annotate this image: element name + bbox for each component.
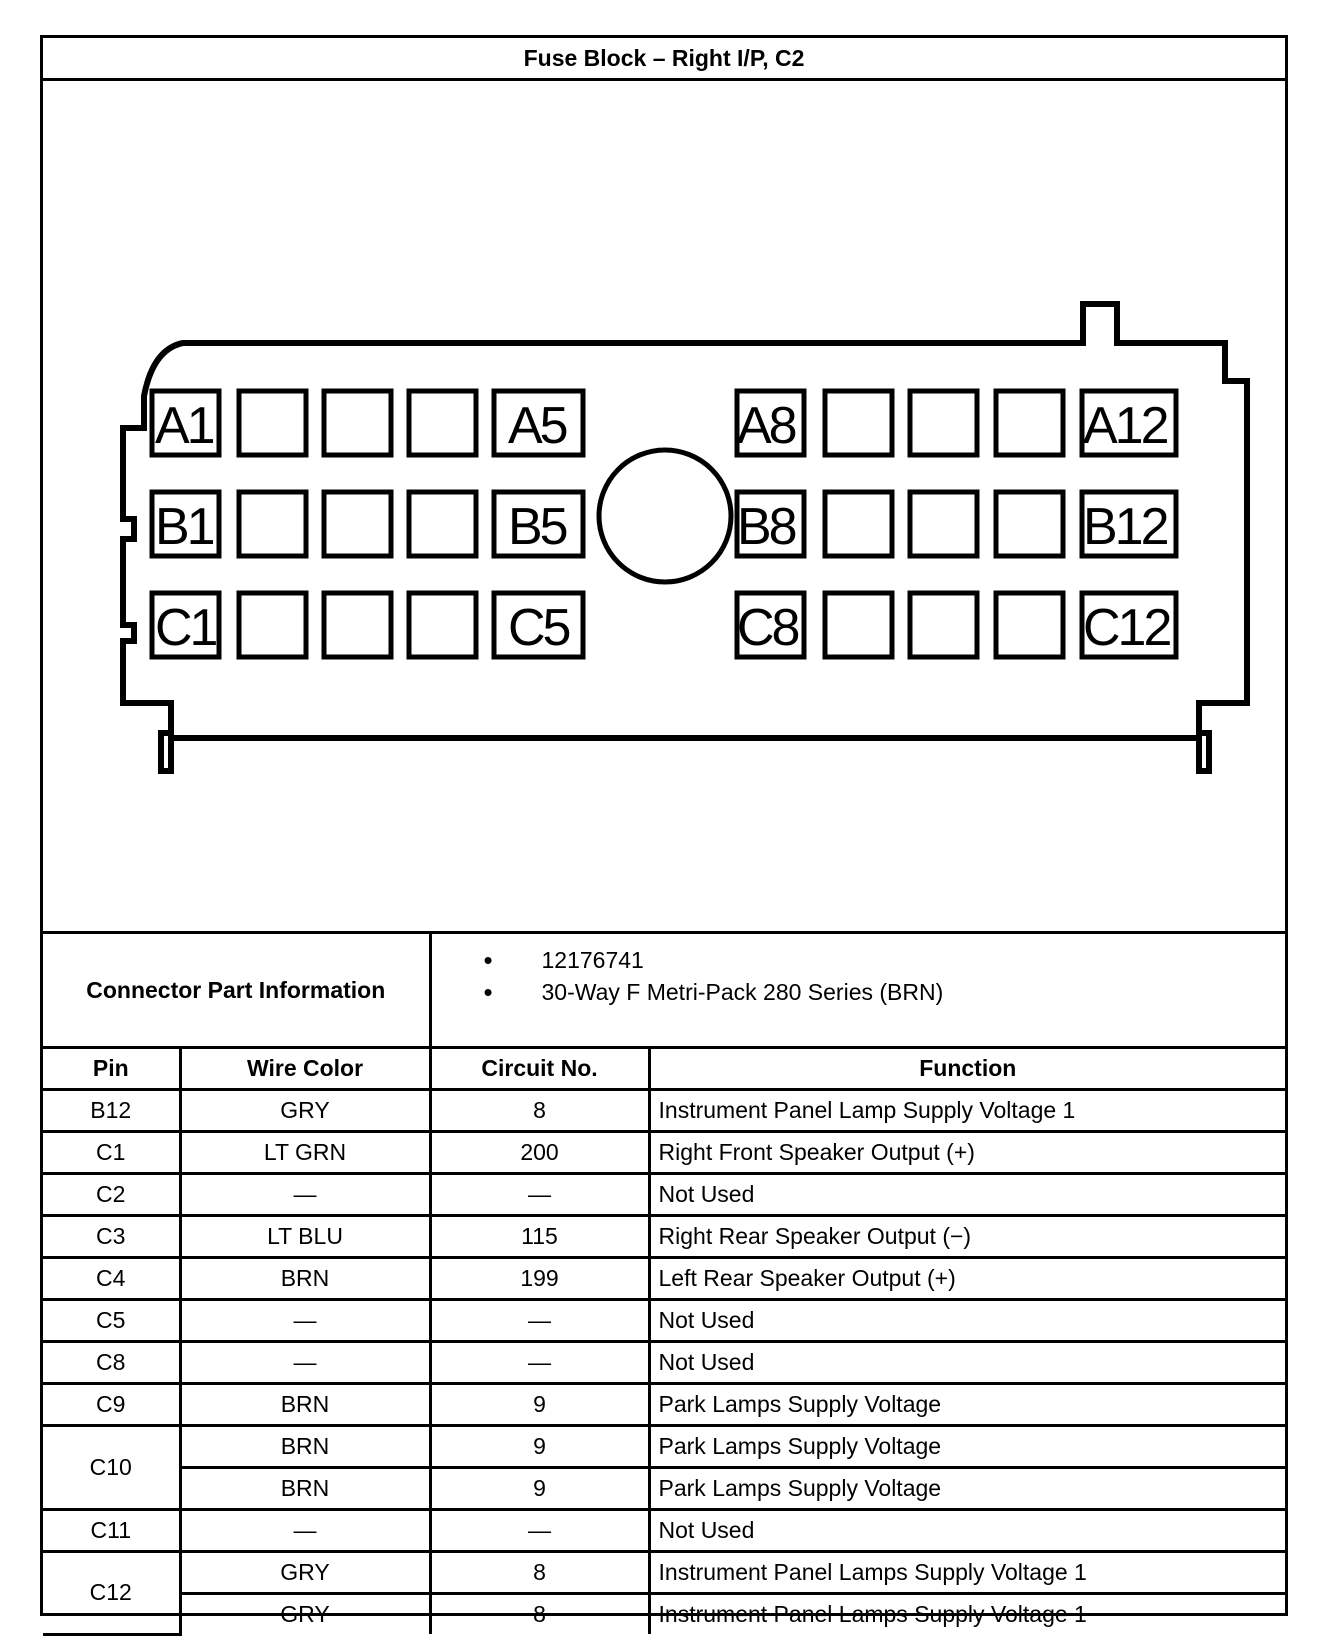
connector-info-row: [43, 933, 1285, 1048]
table-row: [43, 1090, 1285, 1132]
part-description: • 30-Way F Metri-Pack 280 Series (BRN): [484, 976, 1286, 1008]
cell-circuit: 199: [430, 1258, 649, 1300]
cell-function: Right Rear Speaker Output (−): [649, 1216, 1285, 1258]
cavity-A9: [825, 391, 892, 455]
cell-wire-color: BRN: [180, 1258, 430, 1300]
cell-wire-color: GRY: [180, 1552, 430, 1594]
cell-pin: C3: [43, 1216, 180, 1258]
cavity-B11: [996, 492, 1063, 556]
cell-circuit: 9: [430, 1426, 649, 1468]
cell-circuit: 8: [430, 1594, 649, 1635]
table-row: [43, 1300, 1285, 1342]
pin-label-A12: A12: [1083, 397, 1167, 455]
cell-circuit: 8: [430, 1552, 649, 1594]
pin-label-B1: B1: [155, 498, 213, 556]
table-row: [43, 1258, 1285, 1300]
cavity-B9: [825, 492, 892, 556]
pin-label-B8: B8: [737, 498, 795, 556]
cell-circuit: 8: [430, 1090, 649, 1132]
pin-label-A5: A5: [508, 397, 566, 455]
table-row: [43, 1426, 1285, 1468]
cavity-A2: [239, 391, 306, 455]
cell-wire-color: LT GRN: [180, 1132, 430, 1174]
cell-wire-color: BRN: [180, 1468, 430, 1510]
cavity-A11: [996, 391, 1063, 455]
header-function: Function: [649, 1048, 1285, 1090]
cell-wire-color: —: [180, 1342, 430, 1384]
table-row: [43, 1510, 1285, 1552]
header-pin: Pin: [43, 1048, 180, 1090]
cell-function: Not Used: [649, 1300, 1285, 1342]
cell-function: Right Front Speaker Output (+): [649, 1132, 1285, 1174]
cell-circuit: 9: [430, 1384, 649, 1426]
cavity-C2: [239, 593, 306, 657]
cavity-C10: [910, 593, 977, 657]
table-row: [43, 1468, 1285, 1510]
pin-label-B12: B12: [1083, 498, 1167, 556]
cell-function: Instrument Panel Lamp Supply Voltage 1: [649, 1090, 1285, 1132]
cell-circuit: —: [430, 1174, 649, 1216]
cavity-A3: [324, 391, 391, 455]
pin-label-A1: A1: [155, 397, 213, 455]
cavity-row-b: [152, 492, 1176, 556]
cell-wire-color: —: [180, 1510, 430, 1552]
cell-pin: C1: [43, 1132, 180, 1174]
cell-pin: C9: [43, 1384, 180, 1426]
table-header-row: [43, 1048, 1285, 1090]
cell-circuit: 200: [430, 1132, 649, 1174]
pinout-sheet: [40, 35, 1288, 1627]
cell-pin: C11: [43, 1510, 180, 1552]
center-post: [599, 450, 731, 582]
cavity-C9: [825, 593, 892, 657]
pin-label-C12: C12: [1083, 599, 1170, 657]
table-row: [43, 1552, 1285, 1594]
cell-function: Not Used: [649, 1510, 1285, 1552]
header-wire-color: Wire Color: [180, 1048, 430, 1090]
cavity-A10: [910, 391, 977, 455]
cell-function: Not Used: [649, 1174, 1285, 1216]
cavity-row-a: [152, 391, 1176, 455]
connector-info-label: Connector Part Information: [43, 933, 430, 1048]
cell-circuit: —: [430, 1300, 649, 1342]
page-title: Fuse Block – Right I/P, C2: [43, 38, 1285, 81]
table-row: [43, 1384, 1285, 1426]
cell-pin: C12: [43, 1552, 180, 1635]
pinout-table: [43, 931, 1285, 1636]
cell-function: Instrument Panel Lamps Supply Voltage 1: [649, 1594, 1285, 1635]
table-row: [43, 1216, 1285, 1258]
cell-function: Left Rear Speaker Output (+): [649, 1258, 1285, 1300]
cavity-C11: [996, 593, 1063, 657]
cavity-B4: [409, 492, 476, 556]
pin-label-C5: C5: [508, 599, 569, 657]
cell-function: Not Used: [649, 1342, 1285, 1384]
pin-label-A8: A8: [737, 397, 795, 455]
connector-diagram: [43, 81, 1285, 931]
cell-pin: C2: [43, 1174, 180, 1216]
cell-pin: C5: [43, 1300, 180, 1342]
cell-pin: C4: [43, 1258, 180, 1300]
cell-wire-color: —: [180, 1300, 430, 1342]
cell-function: Instrument Panel Lamps Supply Voltage 1: [649, 1552, 1285, 1594]
cell-wire-color: BRN: [180, 1384, 430, 1426]
connector-housing: [123, 304, 1247, 771]
cell-function: Park Lamps Supply Voltage: [649, 1384, 1285, 1426]
cavity-B10: [910, 492, 977, 556]
pin-label-C1: C1: [155, 599, 216, 657]
cell-pin: C10: [43, 1426, 180, 1510]
table-row: [43, 1132, 1285, 1174]
cavity-A4: [409, 391, 476, 455]
cell-wire-color: GRY: [180, 1594, 430, 1635]
cell-function: Park Lamps Supply Voltage: [649, 1468, 1285, 1510]
cavity-C4: [409, 593, 476, 657]
table-row: [43, 1342, 1285, 1384]
cavity-B2: [239, 492, 306, 556]
cavity-row-c: [152, 593, 1176, 657]
cell-circuit: —: [430, 1510, 649, 1552]
cell-function: Park Lamps Supply Voltage: [649, 1426, 1285, 1468]
part-number: • 12176741: [484, 944, 1286, 976]
cell-circuit: —: [430, 1342, 649, 1384]
header-circuit: Circuit No.: [430, 1048, 649, 1090]
cell-wire-color: GRY: [180, 1090, 430, 1132]
connector-info-list: [430, 933, 1285, 1048]
cell-wire-color: —: [180, 1174, 430, 1216]
pin-label-C8: C8: [737, 599, 798, 657]
cell-pin: C8: [43, 1342, 180, 1384]
cell-wire-color: BRN: [180, 1426, 430, 1468]
cell-pin: B12: [43, 1090, 180, 1132]
cell-wire-color: LT BLU: [180, 1216, 430, 1258]
cell-circuit: 9: [430, 1468, 649, 1510]
table-row: [43, 1594, 1285, 1635]
table-row: [43, 1174, 1285, 1216]
cell-circuit: 115: [430, 1216, 649, 1258]
cavity-C3: [324, 593, 391, 657]
pin-label-B5: B5: [508, 498, 566, 556]
cavity-B3: [324, 492, 391, 556]
